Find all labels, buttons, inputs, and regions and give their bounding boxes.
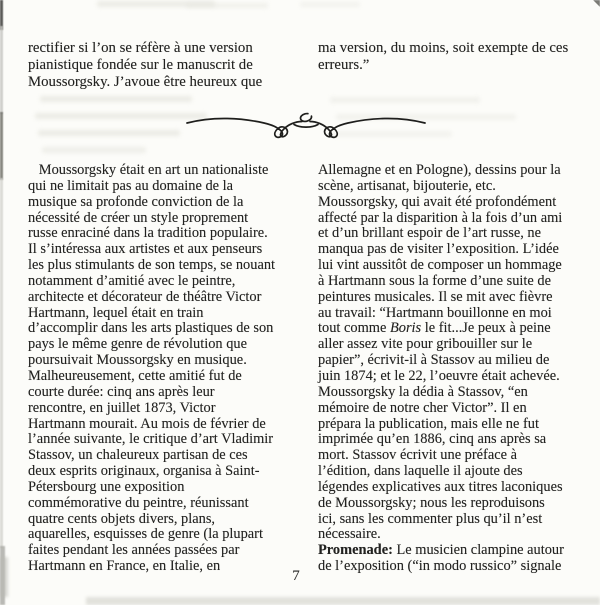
main-left-column [28,163,310,575]
text-line: Pétersbourg une exposition [28,478,185,495]
text-line: architecte et décorateur de théâtre Victor [28,288,262,305]
text-line: juin 1874; et le 22, l’oeuvre était achevée. [318,367,560,384]
text-line: qui ne limitait pas au domaine de la [28,177,234,194]
text-line: pays le même genre de révolution que [28,336,247,353]
text-line: Moussorgsky était en art un nationaliste [28,162,269,178]
text-line: Il s’intéressa aux artistes et aux penseurs [28,241,263,258]
text-line: russe enraciné dans la tradition populaire. [28,225,268,242]
bleed-through-mark [330,97,480,103]
text-line: nécessité de créer un style proprement [28,209,249,226]
text-line: ici, sans les commenter plus qu’il n’est [318,510,543,527]
text-line: peintures musicales. Il se mit avec fièvre [318,288,553,305]
text-line: papier”, écrivit-il à Stassov au milieu de [318,352,550,369]
bleed-through-mark [97,1,215,7]
text-line: l’édition, dans laquelle il ajoute des [318,463,523,480]
scan-edge-shadow [0,112,3,180]
scan-edge-shadow [0,178,3,548]
scan-corner-mark [593,0,600,7]
text-line: erreurs.” [318,57,370,74]
text-line: Hartmann mourait. Au mois de février de [28,415,266,432]
text-line: quatre cents objets divers, plans, [28,510,216,527]
text-line: mort. Stassov écrivit une préface à [318,447,517,464]
text-line: rectifier si l’on se réfère à une version [28,40,253,56]
text-line: notamment d’amitié avec le peintre, [28,272,236,289]
page-number: 7 [292,568,300,584]
text-line: affecté par la disparition à la fois d’un ami [318,209,563,226]
text-line: de Moussorgsky; nous les reproduisons [318,494,545,511]
bleed-through-mark [40,96,192,102]
text-line: deux esprits originaux, organisa à Saint- [28,463,260,480]
text-line: pianistique fondée sur le manuscrit de [28,57,253,74]
text-line: courte durée: cinq ans après leur [28,383,215,400]
text-line: manqua pas de visiter l’exposition. L’idée [318,241,559,258]
text-line: commémorative du peintre, réunissant [28,494,249,511]
text-line: au travail: “Hartmann bouillonne en moi [318,304,552,321]
text-line: Stassov, un chaleureux partisan de ces [28,447,248,464]
bleed-through-mark [186,3,268,8]
bleed-through-mark [300,2,360,7]
scan-edge-shadow [86,597,600,605]
text-line: mémoire de notre cher Victor”. Il en [318,399,527,416]
bleed-through-mark [35,113,207,119]
scan-edge-shadow [0,557,8,597]
text-line: Malheureusement, cette amitié fut de [28,367,242,384]
text-line: rencontre, en juillet 1873, Victor [28,399,216,416]
text-line: d’accomplir dans les arts plastiques de son [28,320,274,337]
text-line: à Hartmann sous la forme d’une suite de [318,272,551,289]
intro-left-column [28,40,308,92]
text-line: Moussorgsky. J’avoue être heureux que [28,74,263,91]
text-line: Hartmann en France, en Italie, en [28,558,221,575]
text-line: Allemagne et en Pologne), dessins pour la [318,162,561,178]
intro-right-column [318,40,588,74]
bleed-through-mark [38,130,180,136]
scan-edge-shadow [0,26,3,114]
text-line: tout comme Boris le fit...Je peux à peine [318,320,551,337]
text-line: musique sa profonde conviction de la [28,193,244,210]
text-line: aquarelles, esquisses de genre (la plupart [28,526,263,543]
text-line: et d’un brillant espoir de l’art russe, ne [318,225,541,242]
text-line: lui vint aussitôt de composer un hommage [318,257,562,274]
text-line: de l’exposition (“in modo russico” signale [318,558,562,575]
text-line: l’année suivante, le critique d’art Vladimir [28,431,274,448]
text-line: Moussorgsky, qui avait été profondément [318,193,557,210]
text-line: Moussorgsky la dédia à Stassov, “en [318,383,528,400]
flourish-divider-icon [184,104,428,142]
text-line: prépara la publication, mais elle ne fut [318,415,539,432]
text-line: scène, artisanat, bijouterie, etc. [318,177,496,194]
text-line: faites pendant les années passées par [28,542,240,559]
text-line: ma version, du moins, soit exempte de ces [318,40,569,56]
text-line: Hartmann, lequel était en train [28,304,204,321]
text-line: poursuivait Moussorgsky en musique. [28,352,247,369]
text-line: les plus stimulants de son temps, se nouant [28,257,276,274]
text-line: aller assez vite pour gribouiller sur le [318,336,533,353]
scan-edge-shadow [0,546,5,605]
text-line: Promenade: Le musicien clampine autour [318,542,564,559]
bleed-through-mark [42,147,146,153]
scan-edge-shadow [0,0,3,30]
text-line: imprimée qu’en 1886, cinq ans après sa [318,431,547,448]
text-line: nécessaire. [318,526,381,543]
main-right-column [318,163,596,575]
text-line: légendes explicatives aux titres laconiques [318,478,563,495]
